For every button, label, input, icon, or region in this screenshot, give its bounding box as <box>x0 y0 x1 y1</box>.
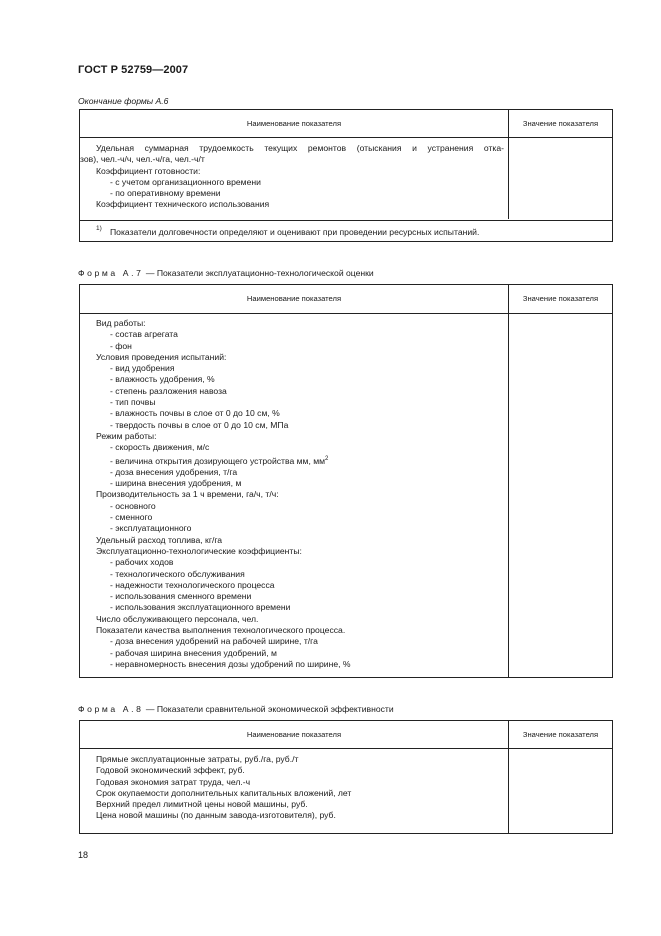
indicator-row: Показатели качества выполнения технологического процесса. <box>96 625 346 636</box>
footnote-text: Показатели долговечности определяют и оценивают при проведении ресурсных испытаний. <box>110 227 480 237</box>
indicator-row: Срок окупаемости дополнительных капитальных вложений, лет <box>96 787 352 798</box>
superscript: 2 <box>325 455 329 462</box>
indicator-row: - рабочая ширина внесения удобрений, м <box>110 647 277 658</box>
form-a7-caption: Форма А.7 — Показатели эксплуатационно-технологической оценки <box>78 268 374 278</box>
form-a6-footnote <box>80 220 612 242</box>
indicator-row: - с учетом организационного времени <box>110 176 261 187</box>
indicator-row: - надежности технологического процесса <box>110 579 275 590</box>
indicator-row: - степень разложения навоза <box>110 385 227 396</box>
form-a8-body <box>80 754 508 822</box>
indicator-row: Удельный расход топлива, кг/га <box>96 534 223 545</box>
form-a6-body <box>80 143 508 211</box>
col-value-header: Значение показателя <box>522 119 599 128</box>
indicator-row: - скорость движения, м/с <box>110 442 210 453</box>
indicator-row: Верхний предел лимитной цены новой машины, руб. <box>96 799 308 810</box>
indicator-row: - вид удобрения <box>110 363 175 374</box>
form-a7-body <box>80 318 508 670</box>
indicator-row: Годовой экономический эффект, руб. <box>96 765 245 776</box>
form-a6-header-row <box>80 110 612 138</box>
indicator-row: - неравномерность внесения дозы удобрений по ширине, % <box>110 658 351 669</box>
indicator-row: - технологического обслуживания <box>110 568 245 579</box>
indicator-text: - величина открытия дозирующего устройства мм, мм <box>110 455 326 466</box>
form-a8-table <box>79 720 613 834</box>
indicator-row: - доза внесения удобрений на рабочей ширине, т/га <box>110 636 318 647</box>
form-a8-header-row <box>80 721 612 749</box>
form-a8-caption: Форма А.8 — Показатели сравнительной экономической эффективности <box>78 704 394 714</box>
footnote-mark: 1) <box>96 225 102 232</box>
indicator-row: - ширина внесения удобрения, м <box>110 478 242 489</box>
indicator-row: - доза внесения удобрения, т/га <box>110 466 238 477</box>
standard-header: ГОСТ Р 52759—2007 <box>78 64 189 76</box>
indicator-row <box>80 454 508 467</box>
col-value-header: Значение показателя <box>522 294 599 303</box>
form-a7-table <box>79 284 613 678</box>
col-name-header: Наименование показателя <box>246 119 342 128</box>
indicator-row: - фон <box>110 340 132 351</box>
indicator-row: Число обслуживающего персонала, чел. <box>96 613 259 624</box>
page-number: 18 <box>78 850 89 860</box>
indicator-row: Эксплуатационно-технологические коэффициенты: <box>96 545 302 556</box>
form-a6-caption: Окончание формы А.6 <box>78 96 169 106</box>
indicator-row: - сменного <box>110 512 153 523</box>
col-name-header: Наименование показателя <box>246 294 342 303</box>
indicator-row: Производительность за 1 ч времени, га/ч, т/ч: <box>96 489 279 500</box>
indicator-row: - основного <box>110 500 156 511</box>
indicator-row: Коэффициент технического использования <box>96 199 270 210</box>
indicator-row: - использования сменного времени <box>110 591 252 602</box>
indicator-row: - тип почвы <box>110 397 156 408</box>
form-a6-table <box>79 109 613 242</box>
col-name-header: Наименование показателя <box>246 730 342 739</box>
indicator-row: Условия проведения испытаний: <box>96 351 227 362</box>
indicator-row: - эксплуатационного <box>110 523 192 534</box>
indicator-row: зов), чел.-ч/ч, чел.-ч/га, чел.-ч/т <box>80 154 205 165</box>
indicator-row: - состав агрегата <box>110 329 178 340</box>
form-a7-header-row <box>80 285 612 314</box>
indicator-row: - влажность удобрения, % <box>110 374 215 385</box>
indicator-row: Прямые эксплуатационные затраты, руб./га, руб./т <box>96 754 299 764</box>
indicator-row: Цена новой машины (по данным завода-изготовителя), руб. <box>96 810 336 821</box>
col-value-header: Значение показателя <box>522 730 599 739</box>
indicator-row: Коэффициент готовности: <box>96 165 201 176</box>
indicator-row: - использования эксплуатационного времени <box>110 602 291 613</box>
indicator-row: - по оперативному времени <box>110 188 221 199</box>
indicator-row: - рабочих ходов <box>110 557 174 568</box>
indicator-row: - твердость почвы в слое от 0 до 10 см, МПа <box>110 419 289 430</box>
indicator-row: Вид работы: <box>96 318 146 328</box>
indicator-row: Годовая экономия затрат труда, чел.-ч <box>96 776 251 787</box>
indicator-row: Удельная суммарная трудоемкость текущих ремонтов (отыскания и устранения отка- <box>96 143 504 153</box>
indicator-row: - влажность почвы в слое от 0 до 10 см, % <box>110 408 280 419</box>
indicator-row: Режим работы: <box>96 430 157 441</box>
